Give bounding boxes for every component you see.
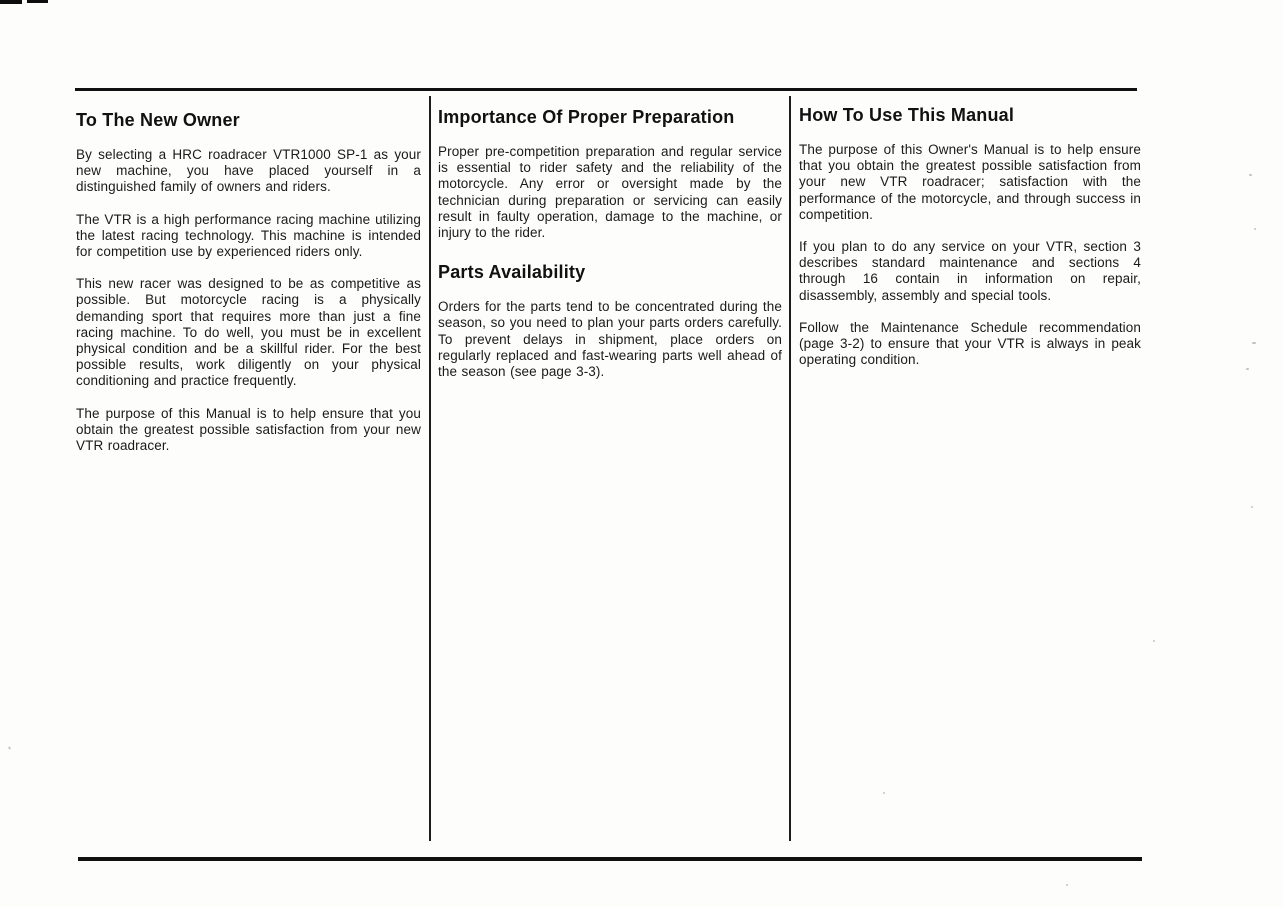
scan-speck	[1254, 228, 1256, 230]
section-to-the-new-owner	[76, 110, 421, 454]
top-border-rule	[75, 88, 1137, 91]
column-to-the-new-owner	[76, 110, 421, 470]
section-heading: Parts Availability	[438, 262, 586, 283]
paragraph: Follow the Maintenance Schedule recommendation (page 3-2) to ensure that your VTR is always in peak operating condition.	[799, 319, 1141, 368]
section-heading: Importance Of Proper Preparation	[438, 107, 735, 127]
paragraph: This new racer was designed to be as competitive as possible. But motorcycle racing is a physically demanding sport that requires more than just a fine racing machine. To do well, you must be in excellent physical condition and be a skillful rider. For the best possible results, work diligently on your physical conditioning and practice frequently.	[76, 276, 421, 389]
scan-artifact-topleft-strip-1	[0, 0, 22, 4]
section-heading: How To Use This Manual	[799, 105, 1015, 125]
paragraph: The purpose of this Owner's Manual is to help ensure that you obtain the greatest possible satisfaction from your new VTR roadracer; satisfaction with the performance of the motorcycle, and through success in competition.	[799, 142, 1141, 222]
section-how-to-use-this-manual	[799, 105, 1141, 368]
scan-speck	[883, 792, 885, 794]
section-heading: To The New Owner	[76, 110, 240, 130]
paragraph: Proper pre-competition preparation and regular service is essential to rider safety and the reliability of the motorcycle. Any error or oversight made by the technician during preparation or servicing can easily result in faulty operation, damage to the machine, or injury to the rider.	[438, 144, 782, 241]
scan-artifact-topleft-strip-2	[27, 0, 48, 3]
paragraph: Orders for the parts tend to be concentrated during the season, so you need to plan your parts orders carefully. To prevent delays in shipment, place orders on regularly replaced and fast-wearing parts well ahead of the season (see page 3-3).	[438, 299, 782, 380]
column-divider-right	[789, 96, 791, 841]
scan-speck	[1246, 368, 1249, 370]
scan-speck	[1252, 342, 1256, 344]
paragraph: By selecting a HRC roadracer VTR1000 SP-1 as your new machine, you have placed yourself in a distinguished family of owners and riders.	[76, 147, 421, 195]
bottom-border-rule	[78, 857, 1142, 861]
paragraph: The VTR is a high performance racing machine utilizing the latest racing technology. This machine is intended for competition use by experienced riders only.	[76, 211, 421, 260]
paragraph: If you plan to do any service on your VTR, section 3 describes standard maintenance and sections 4 through 16 contain in information on repair, disassembly, assembly and special tools.	[799, 239, 1141, 303]
column-how-to-use-this-manual	[799, 105, 1141, 384]
scan-speck	[1066, 884, 1068, 886]
column-preparation-and-parts	[438, 107, 782, 396]
scan-speck	[8, 746, 11, 750]
paragraph: The purpose of this Manual is to help ensure that you obtain the greatest possible satisfaction from your new VTR roadracer.	[76, 405, 421, 454]
section-parts-availability	[438, 262, 782, 380]
scan-speck	[1249, 174, 1252, 176]
column-divider-left	[429, 96, 431, 841]
scan-speck	[1251, 506, 1253, 508]
section-importance-of-proper-preparation	[438, 107, 782, 241]
scan-speck	[1153, 640, 1155, 642]
